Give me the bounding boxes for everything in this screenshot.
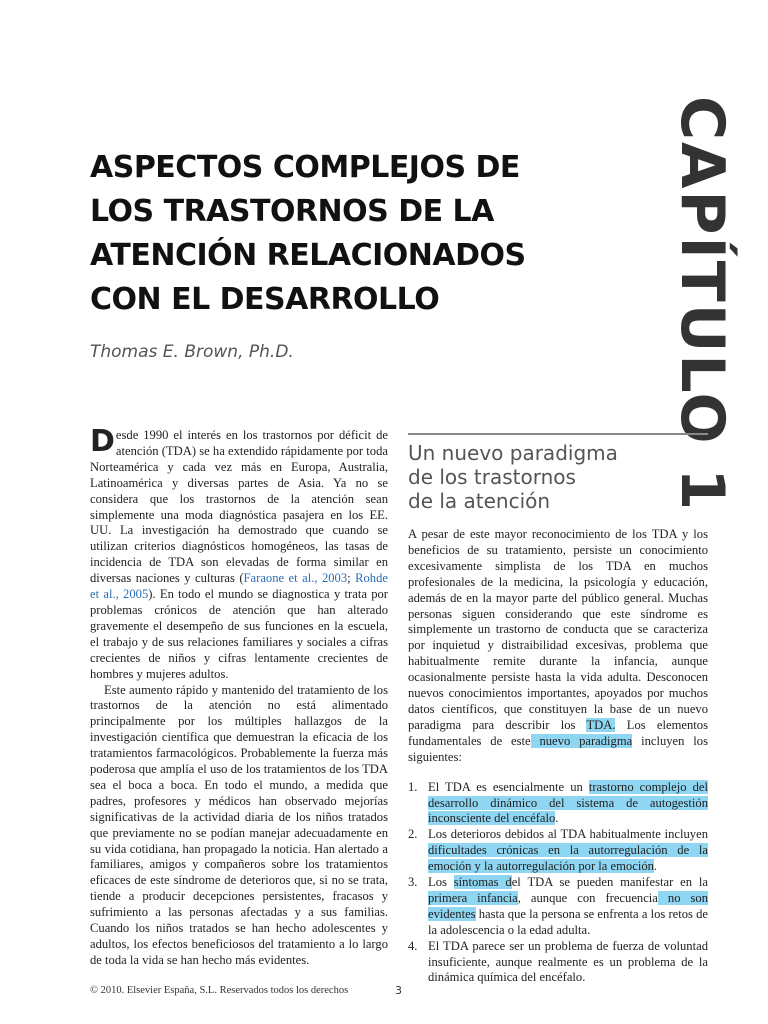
highlight: trastorno complejo del desarrollo dinámico del sistema de autogestión inconsciente del encéfalo: [428, 779, 708, 826]
list-text: , aunque con frecuencia: [517, 890, 658, 905]
highlight: no son evidentes: [428, 890, 708, 921]
title-line: ATENCIÓN RELACIONADOS: [90, 238, 526, 273]
paragraph-1: [90, 424, 388, 683]
heading-line: de los trastornos: [408, 465, 576, 489]
paragraph-2: Este aumento rápido y mantenido del tratamiento de los trastornos de la atención no está alimentado principalmente por los múltiples hallazgos de la investigación científica que demuestran la eficacia de los tratamientos farmacológicos. Probablemente la fuerza más poderosa que amplía el uso de los tratamientos de los TDA sea el boca a boca. En todo el mundo, a medida que padres, profesores y médicos han observado mejorías significativas de la actividad diaria de los niños tratados que previamente no se podían manejar adecuadamente en su vida cotidiana, han propagado la noticia. Han alertado a familiares, amigos y compañeros sobre los tratamientos eficaces de este síndrome de deterioros que, si no se trata, tiende a producir decepciones persistentes, fracasos y sufrimiento a las personas afectadas y a sus familias. Cuando los niños tratados se han hecho adolescentes y adultos, los efectos beneficiosos del tratamiento a lo largo de toda la vida se han hecho más evidentes.: [90, 682, 388, 967]
paradigm-list: [408, 780, 708, 987]
citation-separator: ;: [347, 571, 356, 586]
paragraph-text: incluyen los siguientes:: [408, 733, 708, 764]
list-text: el TDA se pueden manifestar en la: [511, 875, 708, 890]
list-number: 4.: [408, 938, 418, 953]
section-rule: [408, 433, 708, 435]
highlight: nuevo paradigma: [530, 733, 633, 748]
list-number: 3.: [408, 875, 418, 890]
drop-cap: D: [90, 424, 115, 459]
list-item: [408, 827, 708, 875]
section-heading: [408, 441, 708, 513]
citation-link[interactable]: Rohde et al., 2005: [90, 571, 388, 602]
highlight: dificultades crónicas en la autorregulación de la emoción y la autorregulación por la emoción: [428, 843, 708, 874]
heading-line: de la atención: [408, 489, 551, 513]
list-text: .: [555, 811, 559, 826]
list-text: El TDA parece ser un problema de fuerza de voluntad insuficiente, aunque realmente es un problema de la dinámica química del encéfalo.: [428, 938, 708, 985]
paragraph-text: Los elementos fundamentales de este: [408, 717, 708, 748]
left-column: [90, 424, 388, 969]
page-number: 3: [395, 984, 402, 997]
author-name: Thomas E. Brown, Ph.D.: [90, 342, 294, 362]
list-number: 1.: [408, 779, 418, 794]
title-line: CON EL DESARROLLO: [90, 282, 440, 317]
copyright-footer: © 2010. Elsevier España, S.L. Reservados todos los derechos: [90, 985, 349, 996]
paragraph-text: esde 1990 el interés en los trastornos por déficit de atención (TDA) se ha extendido rápidamente por toda Norteamérica y cada vez más en Europa, Australia, Latinoamérica y diversas partes de Asia. Ya no se considera que los trastornos de la atención sean simplemente una moda diagnóstica pasajera en los EE. UU. La investigación ha demostrado que cuando se utilizan criterios diagnósticos homogéneos, las tasas de incidencia de TDA son elevadas de forma similar en diversas naciones y culturas (: [90, 428, 388, 586]
title-line: ASPECTOS COMPLEJOS DE: [90, 150, 520, 185]
list-text: hasta que la persona se enfrenta a los retos de la adolescencia o la edad adulta.: [428, 906, 708, 937]
list-number: 2.: [408, 827, 418, 842]
right-column: [408, 433, 708, 986]
highlight: síntomas d: [453, 875, 512, 890]
chapter-label-text: CAPÍTULO 1: [667, 96, 737, 513]
paragraph-text: A pesar de este mayor reconocimiento de los TDA y los beneficios de su tratamiento, persiste un conocimiento excesivamente simplista de los TDA en muchos profesionales de la medicina, la psicología y educación, además de en la mayor parte del público general. Muchas personas siguen considerando que este síndrome es simplemente un trastorno de conducta que se caracteriza por inquietud y distraibilidad excesivas, problema que habitualmente remite durante la infancia, aunque ocasionalmente persiste hasta la vida adulta. Desconocen nuevos conocimientos importantes, apoyados por muchos datos científicos, que constituyen la base de un nuevo paradigma para describir los: [408, 527, 708, 732]
list-text: Los: [428, 875, 454, 890]
list-item: [408, 780, 708, 828]
list-item: [408, 939, 708, 987]
highlight: primera infancia: [428, 890, 518, 905]
chapter-title: [90, 146, 560, 322]
list-text: Los deterioros debidos al TDA habitualmente incluyen: [428, 827, 708, 842]
list-text: El TDA es esencialmente un: [428, 779, 589, 794]
list-item: [408, 875, 708, 939]
list-text: .: [653, 859, 658, 874]
paragraph-text: ). En todo el mundo se diagnostica y trata por problemas crónicos de atención que han alterado gravemente el desempeño de sus funciones en la escuela, el trabajo y de sus relaciones familiares y sociales a cifras crecientes de niños y cifras lentamente crecientes de hombres y mujeres adultos.: [90, 587, 388, 681]
citation-link[interactable]: Faraone et al., 2003: [243, 571, 348, 586]
highlight: TDA.: [586, 717, 616, 732]
heading-line: Un nuevo paradigma: [408, 441, 618, 465]
intro-paragraph: [408, 527, 708, 766]
title-line: LOS TRASTORNOS DE LA: [90, 194, 494, 229]
